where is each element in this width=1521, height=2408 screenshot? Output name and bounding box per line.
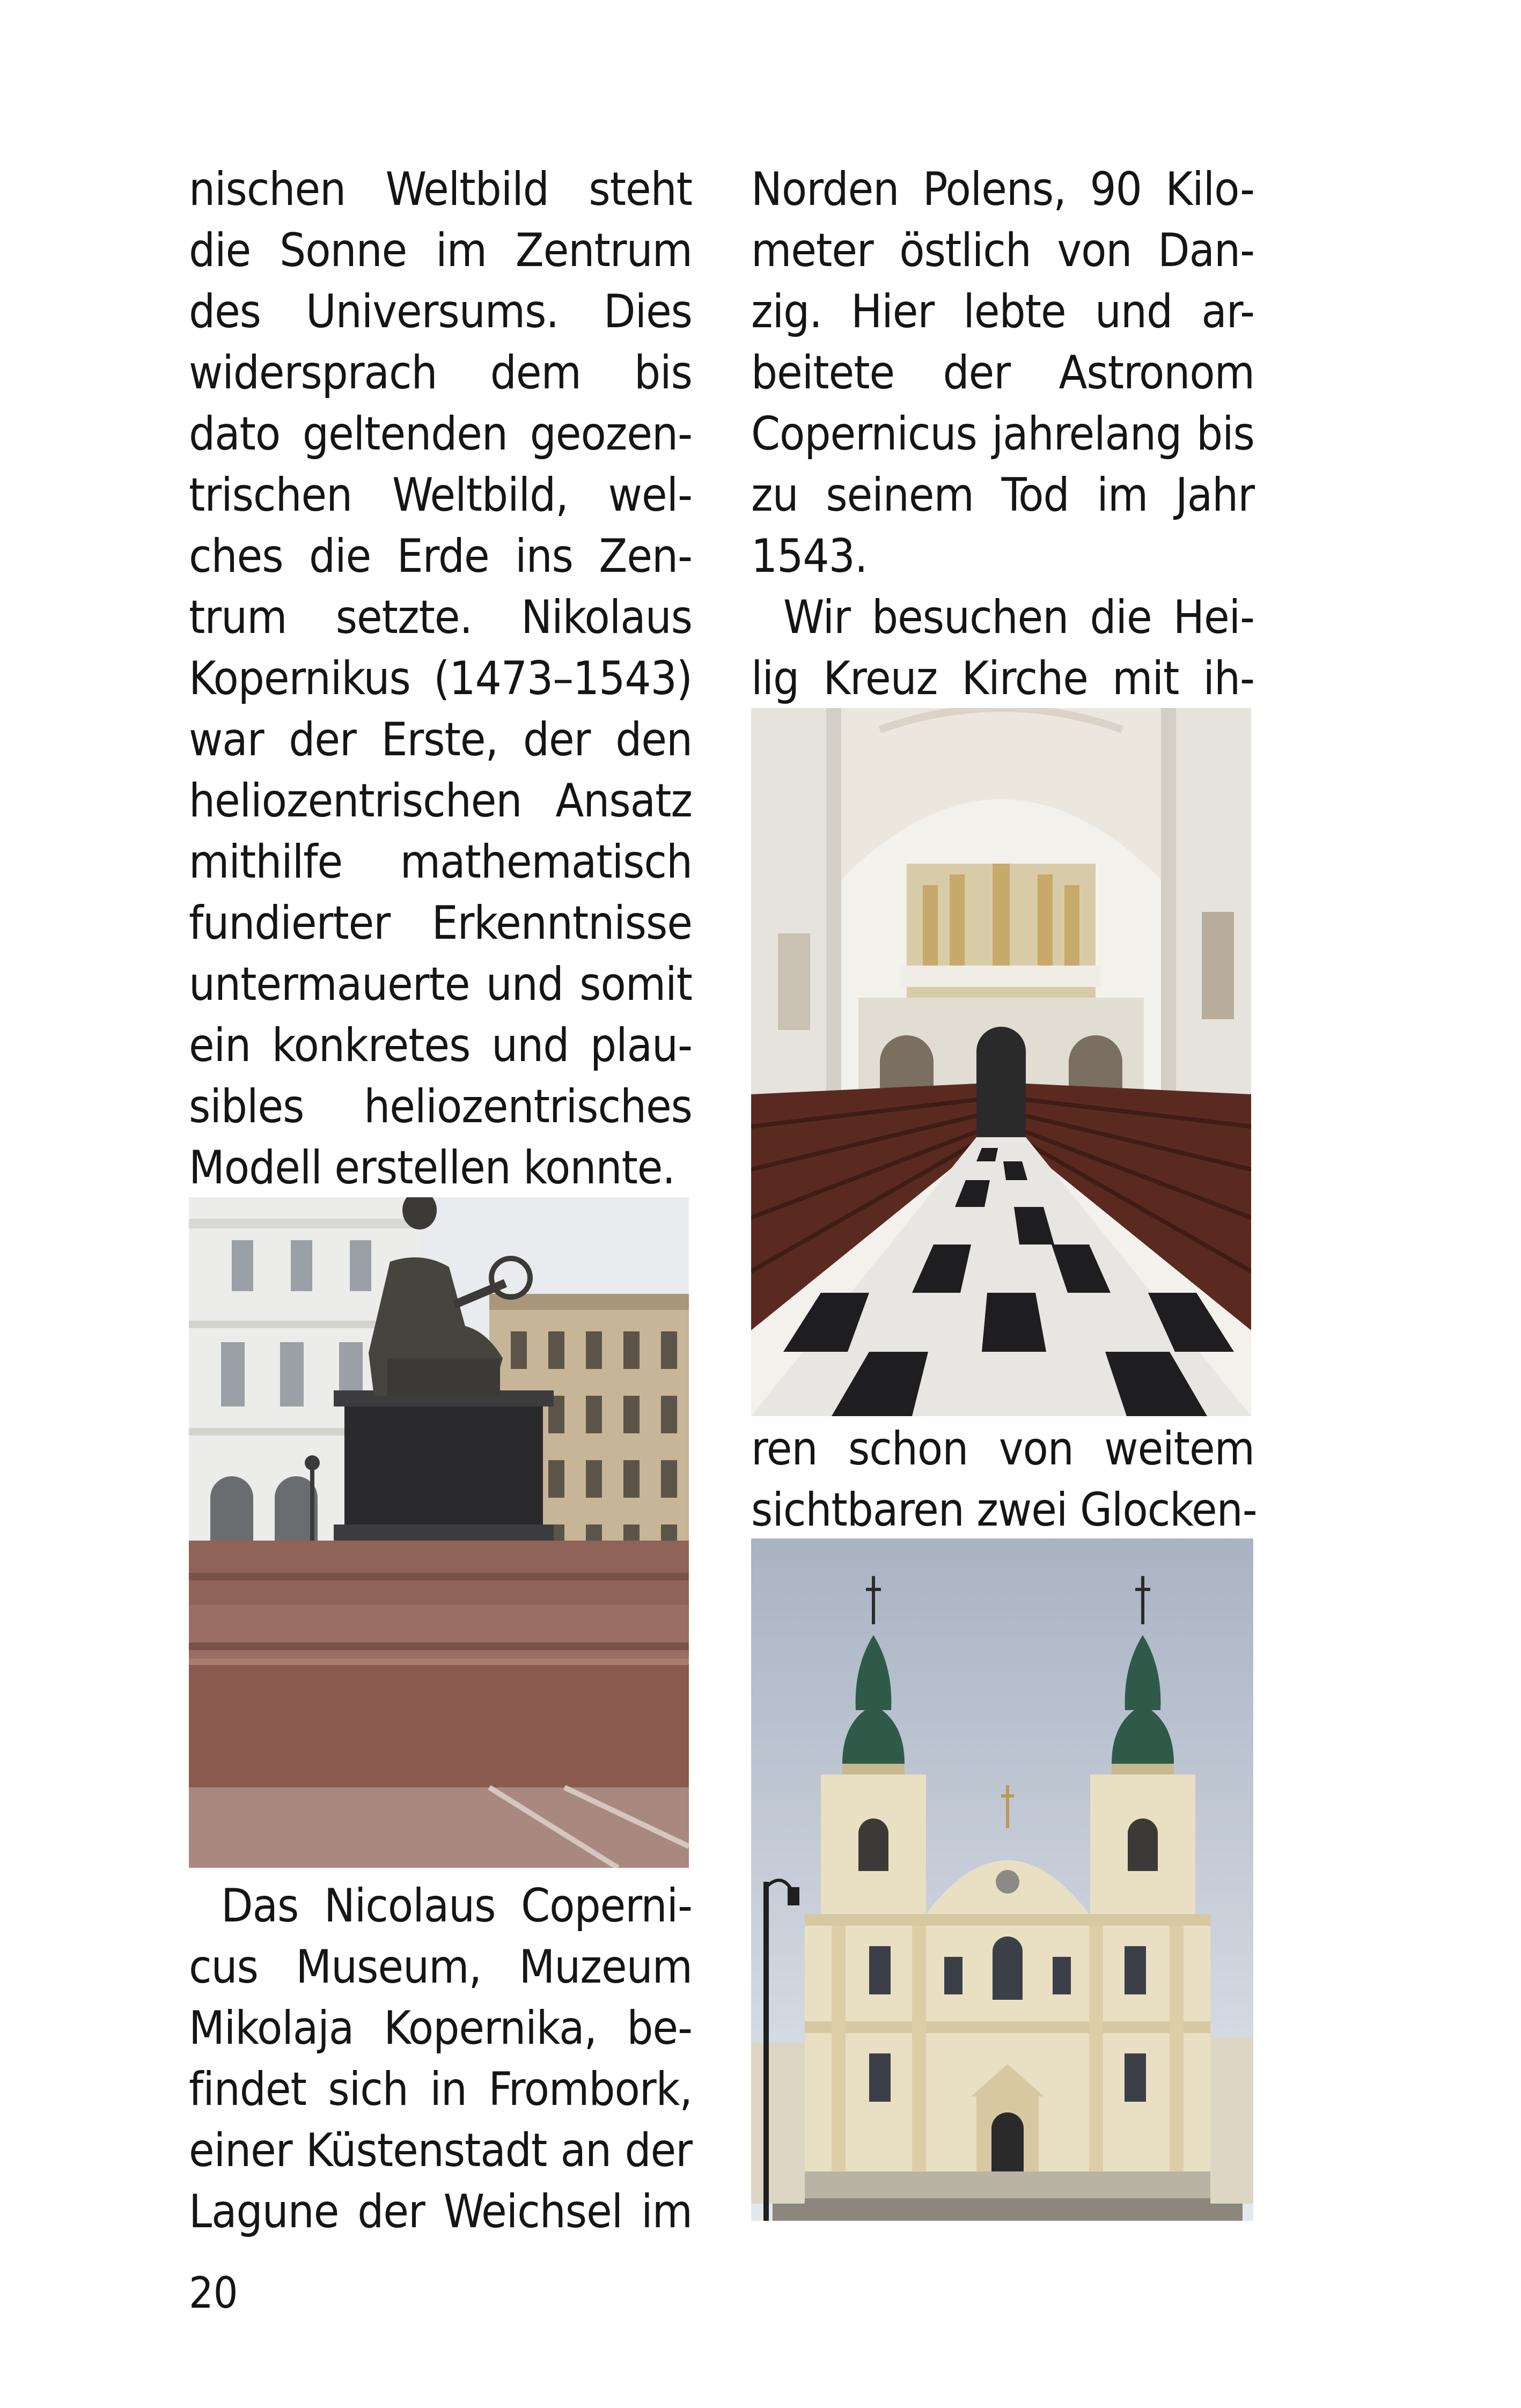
text-line: Kopernikus (1473–1543): [189, 652, 692, 705]
left-column-paragraph-2: [189, 1875, 692, 2242]
church-facade-photo: [751, 1538, 1253, 2221]
right-column-paragraph-2-continued: [751, 159, 1254, 709]
text-line: Das Nicolaus Coperni-: [221, 1879, 692, 1933]
text-line: Modell erstellen konnte.: [189, 1141, 675, 1195]
text-line: widersprach dem bis: [189, 346, 692, 400]
text-line: Mikolaja Kopernika, be-: [189, 2001, 692, 2055]
text-line: meter östlich von Dan-: [751, 224, 1254, 277]
text-line: sibles heliozentrisches: [189, 1080, 692, 1133]
text-line: Lagune der Weichsel im: [189, 2185, 692, 2238]
text-line: heliozentrischen Ansatz: [189, 774, 692, 828]
text-line: ren schon von weitem: [751, 1422, 1254, 1476]
text-line: 1543.: [751, 529, 868, 583]
copernicus-monument-photo: [189, 1197, 689, 1868]
text-line: des Universums. Dies: [189, 285, 692, 338]
text-line: Norden Polens, 90 Kilo-: [751, 163, 1254, 216]
left-column-paragraph-1: [189, 159, 692, 1198]
text-line: trischen Weltbild, wel-: [189, 468, 692, 522]
text-line: war der Erste, der den: [189, 713, 692, 767]
text-line: trum setzte. Nikolaus: [189, 591, 692, 644]
text-line: ein konkretes und plau-: [189, 1019, 692, 1072]
text-line: mithilfe mathematisch: [189, 835, 692, 889]
text-line: die Sonne im Zentrum: [189, 224, 692, 277]
text-line: zig. Hier lebte und ar-: [751, 285, 1254, 338]
text-line: sichtbaren zwei Glocken-: [751, 1483, 1257, 1537]
text-line: Wir besuchen die Hei-: [783, 591, 1254, 644]
text-line: cus Museum, Muzeum: [189, 1940, 692, 1994]
text-line: ches die Erde ins Zen-: [189, 529, 692, 583]
text-line: zu seinem Tod im Jahr: [751, 468, 1254, 522]
right-column-paragraph-3-continued: [751, 1418, 1257, 1541]
text-line: nischen Weltbild steht: [189, 163, 692, 216]
text-line: Copernicus jahrelang bis: [751, 407, 1254, 461]
text-line: findet sich in Frombork,: [189, 2063, 692, 2116]
text-line: lig Kreuz Kirche mit ih-: [751, 652, 1254, 705]
text-line: fundierter Erkenntnisse: [189, 896, 692, 950]
church-interior-photo: [751, 708, 1251, 1416]
page-number: 20: [189, 2268, 238, 2318]
text-line: beitete der Astronom: [751, 346, 1254, 400]
text-line: untermauerte und somit: [189, 958, 692, 1011]
text-line: dato geltenden geozen-: [189, 407, 692, 461]
text-line: einer Küstenstadt an der: [189, 2124, 692, 2177]
